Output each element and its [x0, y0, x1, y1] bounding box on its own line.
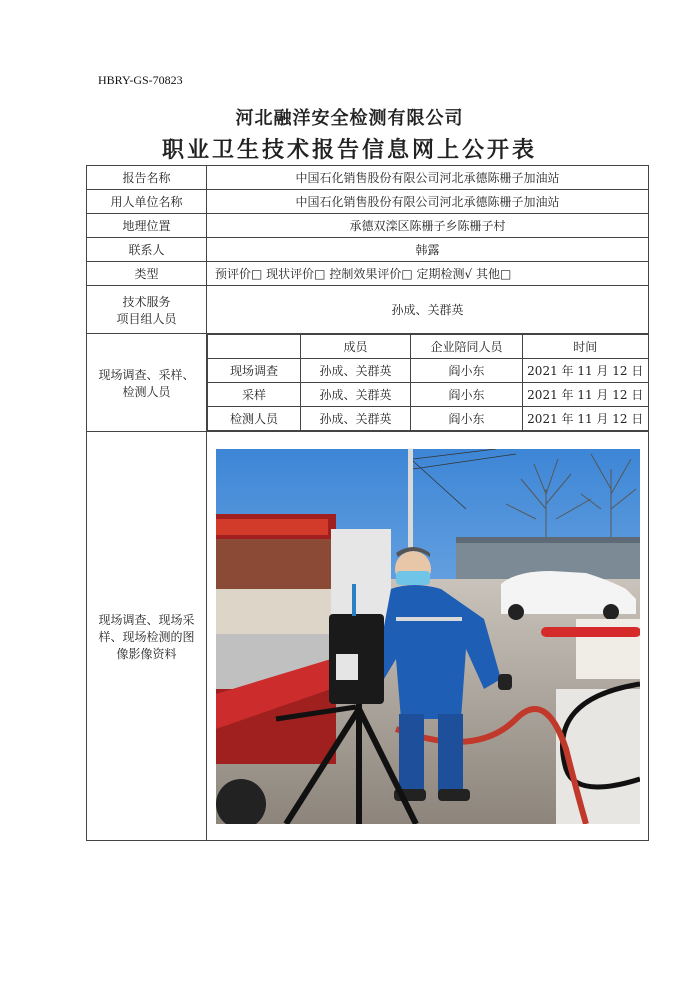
label-location: 地理位置: [87, 214, 207, 238]
field-subtable: [207, 334, 649, 431]
value-employer: 中国石化销售股份有限公司河北承德陈栅子加油站: [207, 190, 649, 214]
field-task: 采样: [208, 383, 301, 407]
row-contact: [87, 238, 649, 262]
row-field: [87, 334, 649, 432]
row-team: [87, 286, 649, 334]
field-date: 2021 年 11 月 12 日: [523, 407, 649, 431]
field-date: 2021 年 11 月 12 日: [523, 359, 649, 383]
info-table: [86, 165, 649, 841]
label-employer: 用人单位名称: [87, 190, 207, 214]
page-title: 职业卫生技术报告信息网上公开表: [161, 137, 537, 163]
type-option-pre: 预评价□: [215, 267, 263, 281]
label-team: [87, 286, 207, 334]
row-employer: [87, 190, 649, 214]
company-name: 河北融洋安全检测有限公司: [235, 108, 464, 129]
field-header-blank: [208, 335, 301, 359]
value-team: 孙成、关群英: [207, 286, 649, 334]
field-header-row: [208, 335, 649, 359]
value-contact: 韩露: [207, 238, 649, 262]
label-contact: 联系人: [87, 238, 207, 262]
field-header-members: 成员: [301, 335, 411, 359]
field-date: 2021 年 11 月 12 日: [523, 383, 649, 407]
field-row: [208, 407, 649, 431]
type-option-other: 其他□: [476, 267, 512, 281]
label-field-line2: 检测人员: [122, 384, 171, 399]
field-escort: 阎小东: [411, 407, 523, 431]
label-team-line1: 技术服务: [122, 294, 171, 309]
label-field-line1: 现场调查、采样、: [98, 367, 195, 382]
field-task: 现场调查: [208, 359, 301, 383]
label-photo-line2: 样、现场检测的图: [98, 629, 195, 644]
field-escort: 阎小东: [411, 383, 523, 407]
photo-cell: [207, 432, 649, 841]
type-option-periodic: 定期检测√: [416, 267, 473, 281]
field-subtable-cell: [207, 334, 649, 432]
field-row: [208, 359, 649, 383]
site-photo: [216, 449, 640, 824]
label-type: 类型: [87, 262, 207, 286]
field-header-escort: 企业陪同人员: [411, 335, 523, 359]
label-report-name: 报告名称: [87, 166, 207, 190]
field-members: 孙成、关群英: [301, 407, 411, 431]
label-team-line2: 项目组人员: [116, 311, 177, 326]
field-task: 检测人员: [208, 407, 301, 431]
field-escort: 阎小东: [411, 359, 523, 383]
label-photo-line1: 现场调查、现场采: [98, 612, 195, 627]
field-members: 孙成、关群英: [301, 359, 411, 383]
row-type: [87, 262, 649, 286]
utility-pole: [408, 449, 413, 549]
label-field: [87, 334, 207, 432]
label-photo-line3: 像影像资料: [116, 646, 177, 661]
row-photo: [87, 432, 649, 841]
label-photo: [87, 432, 207, 841]
row-report-name: [87, 166, 649, 190]
value-report-name: 中国石化销售股份有限公司河北承德陈栅子加油站: [207, 166, 649, 190]
field-header-time: 时间: [523, 335, 649, 359]
value-location: 承德双滦区陈栅子乡陈栅子村: [207, 214, 649, 238]
document-code: HBRY-GS-70823: [98, 73, 183, 87]
row-location: [87, 214, 649, 238]
type-option-status: 现状评价□: [266, 267, 326, 281]
field-row: [208, 383, 649, 407]
type-option-control: 控制效果评价□: [329, 267, 413, 281]
field-members: 孙成、关群英: [301, 383, 411, 407]
value-type: [207, 262, 649, 286]
